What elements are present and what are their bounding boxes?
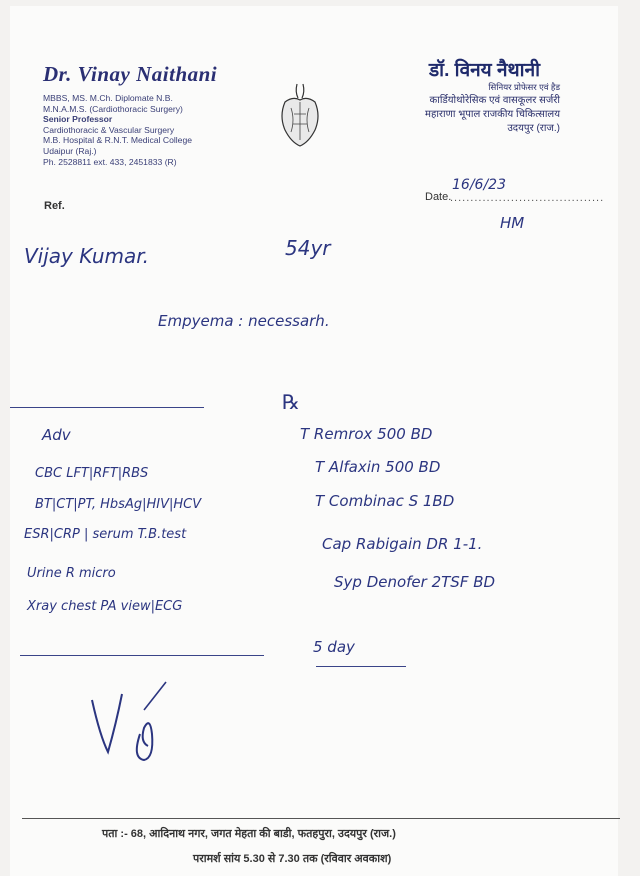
advice-item: ESR|CRP | serum T.B.test — [24, 527, 187, 542]
medication-item: T Alfaxin 500 BD — [315, 458, 441, 476]
handwritten-date: 16/6/23 — [452, 177, 506, 193]
advice-title: Adv — [42, 426, 71, 444]
clinic-address: पता :- 68, आदिनाथ नगर, जगत मेहता की बाडी, फतहपुरा, उदयपुर (राज.) — [102, 828, 396, 840]
advice-item: Xray chest PA view|ECG — [27, 599, 183, 614]
credential-line: M.N.A.M.S. (Cardiothoracic Surgery) — [43, 103, 183, 114]
heart-anatomy-icon — [277, 80, 323, 152]
handwritten-initials: HM — [500, 214, 525, 232]
credential-line: Cardiothoracic & Vascular Surgery — [43, 124, 175, 135]
credential-line: Ph. 2528811 ext. 433, 2451833 (R) — [43, 156, 177, 167]
credential-line-hindi: कार्डियोथोरेसिक एवं वासकूलर सर्जरी — [429, 95, 560, 106]
credential-line-hindi: उदयपुर (राज.) — [507, 123, 560, 134]
medication-item: Cap Rabigain DR 1-1. — [322, 535, 483, 553]
diagnosis: Empyema : necessarh. — [158, 312, 330, 330]
advice-item: CBC LFT|RFT|RBS — [35, 466, 149, 481]
credential-line: M.B. Hospital & R.N.T. Medical College — [43, 135, 193, 146]
footer-divider — [22, 818, 620, 819]
duration: 5 day — [313, 638, 355, 656]
medication-item: T Combinac S 1BD — [315, 492, 455, 510]
advice-item: BT|CT|PT, HbsAg|HIV|HCV — [35, 497, 202, 512]
consultation-hours: परामर्श सांय 5.30 से 7.30 तक (रविवार अवकाश) — [193, 853, 392, 865]
credential-line: Udaipur (Raj.) — [43, 145, 97, 156]
credential-line-hindi: महाराणा भूपाल राजकीय चिकित्सालय — [425, 109, 560, 120]
doctor-name-english: Dr. Vinay Naithani — [43, 62, 218, 86]
date-dots: ...................................... — [450, 192, 605, 204]
ref-label: Ref. — [44, 200, 65, 212]
signature-icon — [82, 676, 192, 766]
advice-item: Urine R micro — [27, 566, 116, 581]
medication-item: Syp Denofer 2TSF BD — [334, 573, 496, 591]
divider-line — [10, 407, 204, 408]
doctor-credentials — [43, 93, 192, 167]
medication-item: T Remrox 500 BD — [300, 425, 433, 443]
credential-line-hindi: सिनियर प्रोफेसर एवं हैड — [488, 82, 560, 92]
doctor-name-hindi: डॉ. विनय नैथानी — [429, 60, 541, 81]
divider-line — [20, 655, 264, 656]
duration-underline — [316, 666, 406, 667]
patient-name: Vijay Kumar. — [24, 244, 149, 268]
credential-line: Senior Professor — [43, 114, 113, 125]
patient-age: 54yr — [285, 236, 331, 260]
doctor-credentials-hindi — [425, 80, 560, 136]
date-label: Date. — [425, 191, 452, 203]
rx-symbol: ℞ — [282, 390, 300, 414]
credential-line: MBBS, MS. M.Ch. Diplomate N.B. — [43, 93, 173, 103]
